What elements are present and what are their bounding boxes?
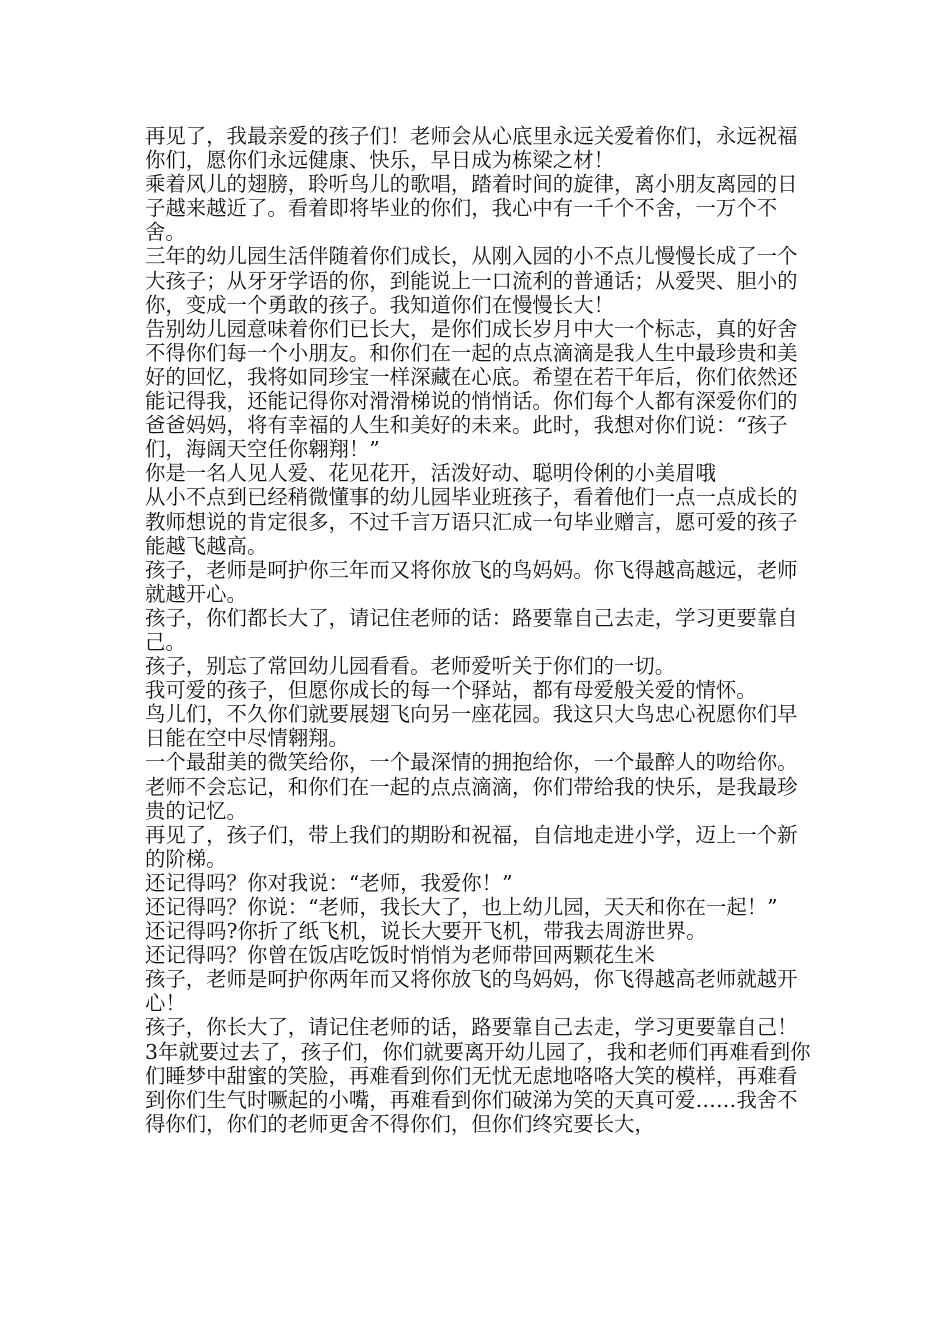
paragraph: 孩子，别忘了常回幼儿园看看。老师爱听关于你们的一切。 bbox=[145, 654, 676, 679]
paragraph: 孩子，你长大了，请记住老师的话，路要靠自己去走，学习更要靠自己！ bbox=[145, 1015, 798, 1040]
paragraph: 从小不点到已经稍微懂事的幼儿园毕业班孩子，看着他们一点一点成长的教师想说的肯定很多，不过千言万语只汇成一句毕业赠言，愿可爱的孩子能越飞越高。 bbox=[145, 485, 798, 558]
paragraph: 三年的幼儿园生活伴随着你们成长，从刚入园的小不点儿慢慢长成了一个大孩子；从牙牙学语的你，到能说上一口流利的普通话；从爱哭、胆小的你，变成一个勇敢的孩子。我知道你们在慢慢长大！ bbox=[145, 244, 798, 317]
paragraph: 还记得吗？你说：“老师，我长大了，也上幼儿园，天天和你在一起！” bbox=[145, 895, 778, 919]
paragraph: 孩子，你们都长大了，请记住老师的话：路要靠自己去走，学习更要靠自己。 bbox=[145, 605, 798, 654]
paragraph: 乘着风儿的翅膀，聆听鸟儿的歌唱，踏着时间的旋律，离小朋友离园的日子越来越近了。看着即将毕业的你们，我心中有一千个不舍，一万个不舍。 bbox=[145, 172, 798, 245]
document-body bbox=[145, 124, 815, 1136]
paragraph: 3年就要过去了，孩子们，你们就要离开幼儿园了，我和老师们再难看到你们睡梦中甜蜜的笑脸，再难看到你们无忧无虑地咯咯大笑的模样，再难看到你们生气时噘起的小嘴，再难看到你们破涕为笑的天真可爱……我舍不得你们，你们的老师更舍不得你们，但你们终究要长大， bbox=[145, 1039, 811, 1136]
paragraph: 老师不会忘记，和你们在一起的点点滴滴，你们带给我的快乐，是我最珍贵的记忆。 bbox=[145, 774, 798, 823]
paragraph: 告别幼儿园意味着你们已长大，是你们成长岁月中大一个标志，真的好舍不得你们每一个小朋友。和你们在一起的点点滴滴是我人生中最珍贵和美好的回忆，我将如同珍宝一样深藏在心底。希望在若干年后，你们依然还能记得我，还能记得你对滑滑梯说的悄悄话。你们每个人都有深爱你们的爸爸妈妈，将有幸福的人生和美好的未来。此时，我想对你们说：“孩子们，海阔天空任你翱翔！” bbox=[145, 316, 798, 462]
paragraph: 一个最甜美的微笑给你，一个最深情的拥抱给你，一个最醉人的吻给你。 bbox=[145, 750, 798, 775]
paragraph: 你是一名人见人爱、花见花开，活泼好动、聪明伶俐的小美眉哦 bbox=[145, 461, 716, 486]
paragraph: 鸟儿们，不久你们就要展翅飞向另一座花园。我这只大鸟忠心祝愿你们早日能在空中尽情翱翔。 bbox=[145, 702, 798, 751]
paragraph: 孩子，老师是呵护你两年而又将你放飞的鸟妈妈，你飞得越高老师就越开心！ bbox=[145, 967, 798, 1016]
paragraph: 再见了，我最亲爱的孩子们！老师会从心底里永远关爱着你们，永远祝福你们，愿你们永远健康、快乐，早日成为栋梁之材！ bbox=[145, 124, 798, 173]
paragraph: 再见了，孩子们，带上我们的期盼和祝福，自信地走进小学，迈上一个新的阶梯。 bbox=[145, 822, 798, 871]
paragraph: 还记得吗？你对我说：“老师，我爱你！” bbox=[145, 870, 513, 895]
paragraph: 还记得吗?你折了纸飞机，说长大要开飞机，带我去周游世界。 bbox=[145, 919, 707, 944]
paragraph: 我可爱的孩子，但愿你成长的每一个驿站，都有母爱般关爱的情怀。 bbox=[145, 678, 757, 703]
paragraph: 还记得吗？你曾在饭店吃饭时悄悄为老师带回两颗花生米 bbox=[145, 943, 655, 968]
paragraph: 孩子，老师是呵护你三年而又将你放飞的鸟妈妈。你飞得越高越远，老师就越开心。 bbox=[145, 557, 798, 606]
